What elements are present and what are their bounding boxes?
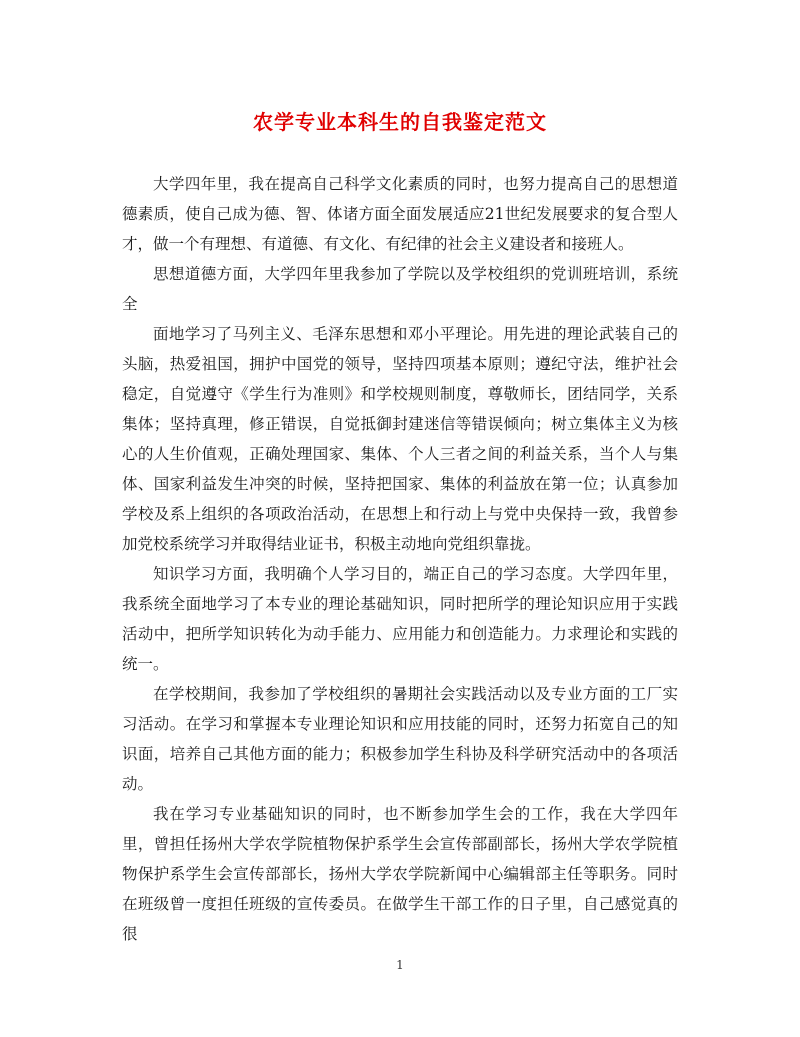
paragraph-knowledge: 知识学习方面，我明确个人学习目的，端正自己的学习态度。大学四年里，我系统全面地学习了本专业的理论基础知识，同时把所学的理论知识应用于实践活动中，把所学知识转化为动手能力、应用能力和创造能力。力求理论和实践的统一。 (122, 565, 678, 673)
paragraph-student-union: 我在学习专业基础知识的同时，也不断参加学生会的工作，我在大学四年里，曾担任扬州大学农学院植物保护系学生会宣传部副部长，扬州大学农学院植物保护系学生会宣传部部长，扬州大学农学院新闻中心编辑部主任等职务。同时在班级曾一度担任班级的宣传委员。在做学生干部工作的日子里，自己感觉真的很 (122, 805, 678, 943)
document-title: 农学专业本科生的自我鉴定范文 (253, 110, 547, 134)
paragraph-practice: 在学校期间，我参加了学校组织的暑期社会实践活动以及专业方面的工厂实习活动。在学习和掌握本专业理论知识和应用技能的同时，还努力拓宽自己的知识面，培养自己其他方面的能力；积极参加学生科协及科学研究活动中的各项活动。 (122, 685, 678, 793)
paragraph-ideology-heading: 思想道德方面，大学四年里我参加了学院以及学校组织的党训班培训，系统全 (122, 265, 678, 313)
page-number: 1 (396, 958, 404, 972)
document-body (122, 169, 678, 949)
paragraph-ideology: 面地学习了马列主义、毛泽东思想和邓小平理论。用先进的理论武装自己的头脑，热爱祖国，拥护中国党的领导，坚持四项基本原则；遵纪守法，维护社会稳定，自觉遵守《学生行为准则》和学校规则制度，尊敬师长，团结同学，关系集体；坚持真理，修正错误，自觉抵御封建迷信等错误倾向；树立集体主义为核心的人生价值观，正确处理国家、集体、个人三者之间的利益关系，当个人与集体、国家利益发生冲突的时候，坚持把国家、集体的利益放在第一位；认真参加学校及系上组织的各项政治活动，在思想上和行动上与党中央保持一致，我曾参加党校系统学习并取得结业证书，积极主动地向党组织靠拢。 (122, 325, 678, 553)
paragraph-intro: 大学四年里，我在提高自己科学文化素质的同时，也努力提高自己的思想道德素质，使自己成为德、智、体诸方面全面发展适应21世纪发展要求的复合型人才，做一个有理想、有道德、有文化、有纪律的社会主义建设者和接班人。 (122, 175, 678, 253)
